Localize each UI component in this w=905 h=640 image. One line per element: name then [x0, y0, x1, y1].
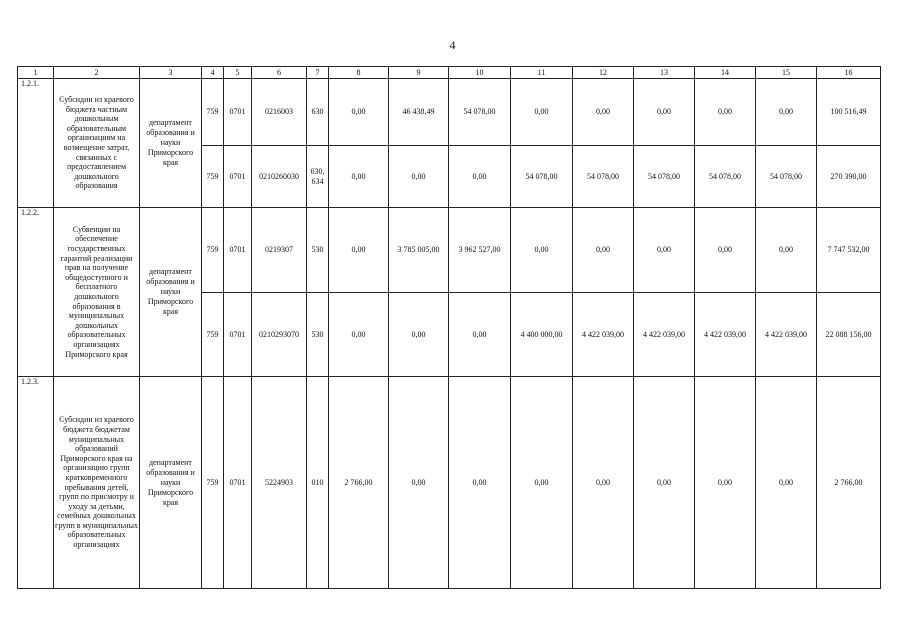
cell-c4: 759	[202, 293, 224, 377]
budget-table	[17, 66, 881, 589]
cell-c9: 0,00	[389, 146, 449, 208]
cell-c11: 0,00	[511, 208, 573, 293]
cell-c14: 0,00	[695, 79, 756, 146]
cell-c13: 54 078,00	[634, 146, 695, 208]
table-row	[18, 208, 881, 293]
cell-c6: 5224903	[252, 377, 307, 589]
cell-c12: 0,00	[573, 79, 634, 146]
col-header: 7	[307, 67, 329, 79]
cell-c6: 0219307	[252, 208, 307, 293]
cell-c11: 4 400 000,00	[511, 293, 573, 377]
cell-c15: 4 422 039,00	[756, 293, 817, 377]
cell-c11: 0,00	[511, 377, 573, 589]
cell-c13: 0,00	[634, 208, 695, 293]
cell-c15: 54 078,00	[756, 146, 817, 208]
cell-c7: 630	[307, 79, 329, 146]
cell-c10: 0,00	[449, 377, 511, 589]
cell-c9: 46 438,49	[389, 79, 449, 146]
cell-c9: 0,00	[389, 293, 449, 377]
cell-c15: 0,00	[756, 79, 817, 146]
cell-c16: 22 088 156,00	[817, 293, 881, 377]
cell-c6: 0216003	[252, 79, 307, 146]
col-header: 3	[140, 67, 202, 79]
cell-c8: 0,00	[329, 146, 389, 208]
cell-c7: 630, 634	[307, 146, 329, 208]
page-number: 4	[449, 38, 456, 52]
cell-c15: 0,00	[756, 377, 817, 589]
col-header: 11	[511, 67, 573, 79]
item-description: Субсидии из краевого бюджета частным дошкольным образовательным организациям на возмещение затрат, связанных с предоставлением дошкольного образования	[54, 79, 140, 208]
cell-c5: 0701	[224, 293, 252, 377]
col-header: 6	[252, 67, 307, 79]
cell-c4: 759	[202, 79, 224, 146]
col-header: 10	[449, 67, 511, 79]
cell-c4: 759	[202, 146, 224, 208]
cell-c12: 4 422 039,00	[573, 293, 634, 377]
cell-c10: 3 962 527,00	[449, 208, 511, 293]
cell-c8: 2 766,00	[329, 377, 389, 589]
item-description: Субсидии из краевого бюджета бюджетам муниципальных образований Приморского края на организацию групп кратковременного пребывания детей, групп по присмотру и уходу за детьми, семейных дошкольных групп в муниципальных образовательных организациях	[54, 377, 140, 589]
cell-c7: 010	[307, 377, 329, 589]
cell-c12: 54 078,00	[573, 146, 634, 208]
cell-c12: 0,00	[573, 208, 634, 293]
cell-c9: 3 785 005,00	[389, 208, 449, 293]
col-header: 1	[18, 67, 54, 79]
cell-c12: 0,00	[573, 377, 634, 589]
cell-c7: 530	[307, 208, 329, 293]
cell-c8: 0,00	[329, 79, 389, 146]
col-header: 15	[756, 67, 817, 79]
cell-c4: 759	[202, 377, 224, 589]
col-header: 12	[573, 67, 634, 79]
col-header: 9	[389, 67, 449, 79]
cell-c16: 270 390,00	[817, 146, 881, 208]
cell-c6: 0210260030	[252, 146, 307, 208]
cell-c8: 0,00	[329, 293, 389, 377]
cell-c14: 4 422 039,00	[695, 293, 756, 377]
cell-c11: 54 078,00	[511, 146, 573, 208]
col-header: 14	[695, 67, 756, 79]
cell-c15: 0,00	[756, 208, 817, 293]
column-number-row	[18, 67, 881, 79]
cell-c11: 0,00	[511, 79, 573, 146]
item-department: департамент образования и науки Приморского края	[140, 79, 202, 208]
cell-c9: 0,00	[389, 377, 449, 589]
col-header: 2	[54, 67, 140, 79]
cell-c5: 0701	[224, 208, 252, 293]
cell-c16: 100 516,49	[817, 79, 881, 146]
table-row	[18, 377, 881, 589]
cell-c13: 0,00	[634, 79, 695, 146]
cell-c13: 0,00	[634, 377, 695, 589]
cell-c16: 2 766,00	[817, 377, 881, 589]
item-number: 1.2.2.	[18, 208, 54, 377]
col-header: 16	[817, 67, 881, 79]
col-header: 5	[224, 67, 252, 79]
cell-c10: 0,00	[449, 293, 511, 377]
cell-c4: 759	[202, 208, 224, 293]
cell-c13: 4 422 039,00	[634, 293, 695, 377]
cell-c5: 0701	[224, 146, 252, 208]
col-header: 13	[634, 67, 695, 79]
item-number: 1.2.3.	[18, 377, 54, 589]
cell-c5: 0701	[224, 377, 252, 589]
cell-c7: 530	[307, 293, 329, 377]
cell-c10: 0,00	[449, 146, 511, 208]
cell-c8: 0,00	[329, 208, 389, 293]
cell-c6: 0210293070	[252, 293, 307, 377]
col-header: 8	[329, 67, 389, 79]
cell-c14: 0,00	[695, 208, 756, 293]
cell-c16: 7 747 532,00	[817, 208, 881, 293]
item-department: департамент образования и науки Приморского края	[140, 208, 202, 377]
col-header: 4	[202, 67, 224, 79]
item-number: 1.2.1.	[18, 79, 54, 208]
cell-c10: 54 078,00	[449, 79, 511, 146]
table-row	[18, 79, 881, 146]
cell-c14: 0,00	[695, 377, 756, 589]
item-description: Субвенции на обеспечение государственных гарантий реализации прав на получение общедоступного и бесплатного дошкольного образования в муниципальных дошкольных образовательных организациях Приморского края	[54, 208, 140, 377]
cell-c14: 54 078,00	[695, 146, 756, 208]
item-department: департамент образования и науки Приморского края	[140, 377, 202, 589]
cell-c5: 0701	[224, 79, 252, 146]
